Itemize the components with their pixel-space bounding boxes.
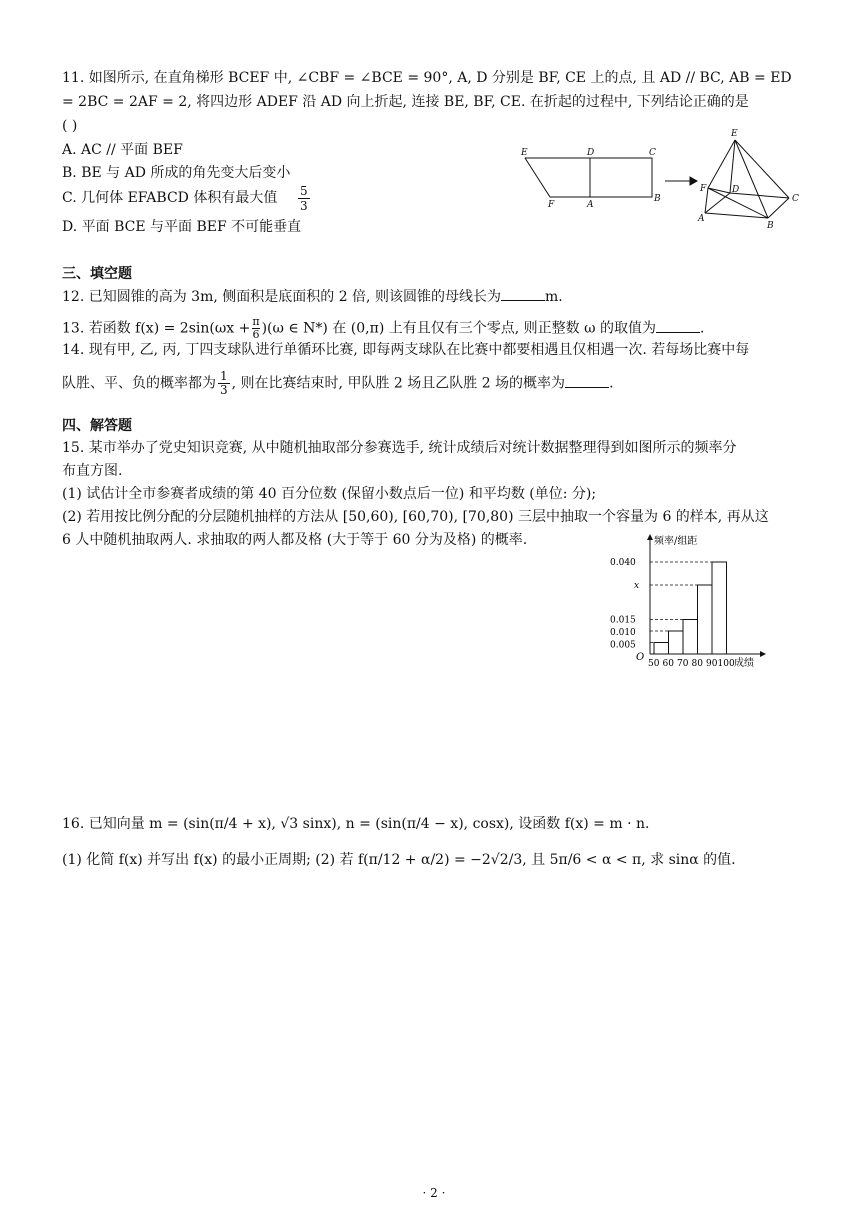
q15-line4: (2) 若用按比例分配的分层随机抽样的方法从 [50,60), [60,70), [70,80) 三层中抽取一个容量为 6 的样本, 再从这 (62, 509, 769, 525)
q13-text-pre: 13. 若函数 f(x) = 2sin(ωx + (62, 320, 251, 337)
x-axis-arrow (760, 651, 766, 657)
q12-unit: m. (544, 289, 563, 305)
q11-option-c (62, 184, 308, 213)
q13-blank (656, 318, 700, 333)
y-axis-label: 频率/组距 (654, 536, 698, 547)
q14-text-post: , 则在比赛结束时, 甲队胜 2 场且乙队胜 2 场的概率为 (231, 375, 566, 392)
histogram-bar (683, 620, 698, 655)
y-tick-label: 0.010 (610, 628, 636, 638)
y-tick-label: 0.040 (610, 558, 636, 568)
q14-line2 (62, 370, 614, 397)
label-b-flat: B (654, 194, 661, 204)
q14-fraction (218, 370, 230, 397)
label-c-solid: C (792, 194, 799, 204)
label-e-flat: E (521, 148, 528, 158)
q14-text-pre: 队胜、平、负的概率都为 (62, 375, 216, 392)
label-d-solid: D (732, 185, 740, 195)
x-tick-label: 100 (717, 659, 735, 669)
q13-fraction (252, 316, 259, 341)
label-f-solid: F (700, 184, 707, 194)
q11-option-b: B. BE 与 AD 所成的角先变大后变小 (62, 165, 291, 181)
q14-frac-den: 3 (220, 383, 228, 397)
q11-line1: 11. 如图所示, 在直角梯形 BCEF 中, ∠CBF = ∠BCE = 90°, A, D 分别是 BF, CE 上的点, 且 AD // BC, AB = ED (62, 70, 792, 86)
q13-frac-den: 6 (252, 328, 260, 341)
label-b-solid: B (767, 221, 774, 230)
section-3-heading: 三、填空题 (62, 266, 132, 282)
histogram-bar (669, 631, 684, 654)
q15-line5: 6 人中随机抽取两人. 求抽取的两人都及格 (大于等于 60 分为及格) 的概率. (62, 532, 528, 548)
label-a-solid: A (698, 214, 705, 224)
y-tick-label: 0.005 (610, 640, 636, 651)
q14-end: . (609, 375, 614, 392)
label-e-solid: E (731, 129, 738, 139)
q13 (62, 316, 704, 341)
x-tick-label: 90 (706, 659, 718, 669)
q14-blank (565, 373, 609, 388)
histogram-bar (698, 585, 713, 654)
q12-text: 12. 已知圆锥的高为 3m, 侧面积是底面积的 2 倍, 则该圆锥的母线长为 (62, 289, 501, 305)
x-tick-label: 60 (662, 659, 674, 669)
q11-line3: ( ) (62, 118, 78, 134)
q12-blank (501, 286, 545, 301)
frequency-histogram (600, 532, 770, 672)
q13-end: . (699, 320, 705, 337)
label-a-flat: A (587, 200, 594, 210)
q14-line1: 14. 现有甲, 乙, 丙, 丁四支球队进行单循环比赛, 即每两支球队在比赛中都要相遇且仅相遇一次. 若每场比赛中每 (62, 342, 750, 358)
trapezoid-outline (525, 158, 652, 197)
q13-text-post: )(ω ∈ N*) 在 (0,π) 上有且仅有三个零点, 则正整数 ω 的取值为 (261, 320, 656, 337)
q11-option-a: A. AC // 平面 BEF (62, 142, 183, 158)
arrow-head (690, 177, 697, 185)
q11-option-c-text: C. 几何体 EFABCD 体积有最大值 (62, 190, 278, 206)
q15-line1: 15. 某市举办了党史知识竞赛, 从中随机抽取部分参赛选手, 统计成绩后对统计数据整理得到如图所示的频率分 (62, 440, 737, 456)
origin-label: O (636, 652, 645, 663)
q11-option-d: D. 平面 BCE 与平面 BEF 不可能垂直 (62, 219, 302, 235)
x-tick-label: 70 (677, 659, 689, 669)
q11-figure (515, 125, 815, 230)
x-tick-label: 50 (648, 659, 660, 669)
q11-fraction-den: 3 (300, 199, 308, 213)
label-d-flat: D (587, 148, 595, 158)
y-tick-label: x (634, 581, 640, 591)
y-tick-label: 0.015 (610, 615, 636, 626)
q15-line3: (1) 试估计全市参赛者成绩的第 40 百分位数 (保留小数点后一位) 和平均数 (单位: 分); (62, 486, 597, 502)
q13-frac-num: π (252, 315, 260, 328)
y-axis-arrow (647, 534, 653, 540)
q11-option-c-fraction (298, 184, 310, 213)
histogram-bar (712, 562, 727, 654)
q16-line2: (1) 化简 f(x) 并写出 f(x) 的最小正周期; (2) 若 f(π/12 + α/2) = −2√2/3, 且 5π/6 < α < π, 求 sinα 的值. (62, 852, 736, 868)
label-f-flat: F (548, 200, 555, 210)
x-tick-label: 80 (691, 659, 703, 669)
q15-line2: 布直方图. (62, 463, 123, 479)
q16-line1: 16. 已知向量 m = (sin(π/4 + x), √3 sinx), n = (sin(π/4 − x), cosx), 设函数 f(x) = m · n. (62, 816, 650, 832)
q12 (62, 286, 563, 307)
q14-frac-num: 1 (220, 369, 228, 383)
label-c-flat: C (649, 148, 656, 158)
section-4-heading: 四、解答题 (62, 418, 132, 434)
histogram-bar (654, 643, 669, 655)
q11-line2: = 2BC = 2AF = 2, 将四边形 ADEF 沿 AD 向上折起, 连接 BE, BF, CE. 在折起的过程中, 下列结论正确的是 (62, 94, 749, 110)
q11-fraction-num: 5 (300, 184, 308, 198)
page-number: · 2 · (422, 1186, 446, 1200)
x-axis-label: 成绩 (734, 658, 754, 669)
